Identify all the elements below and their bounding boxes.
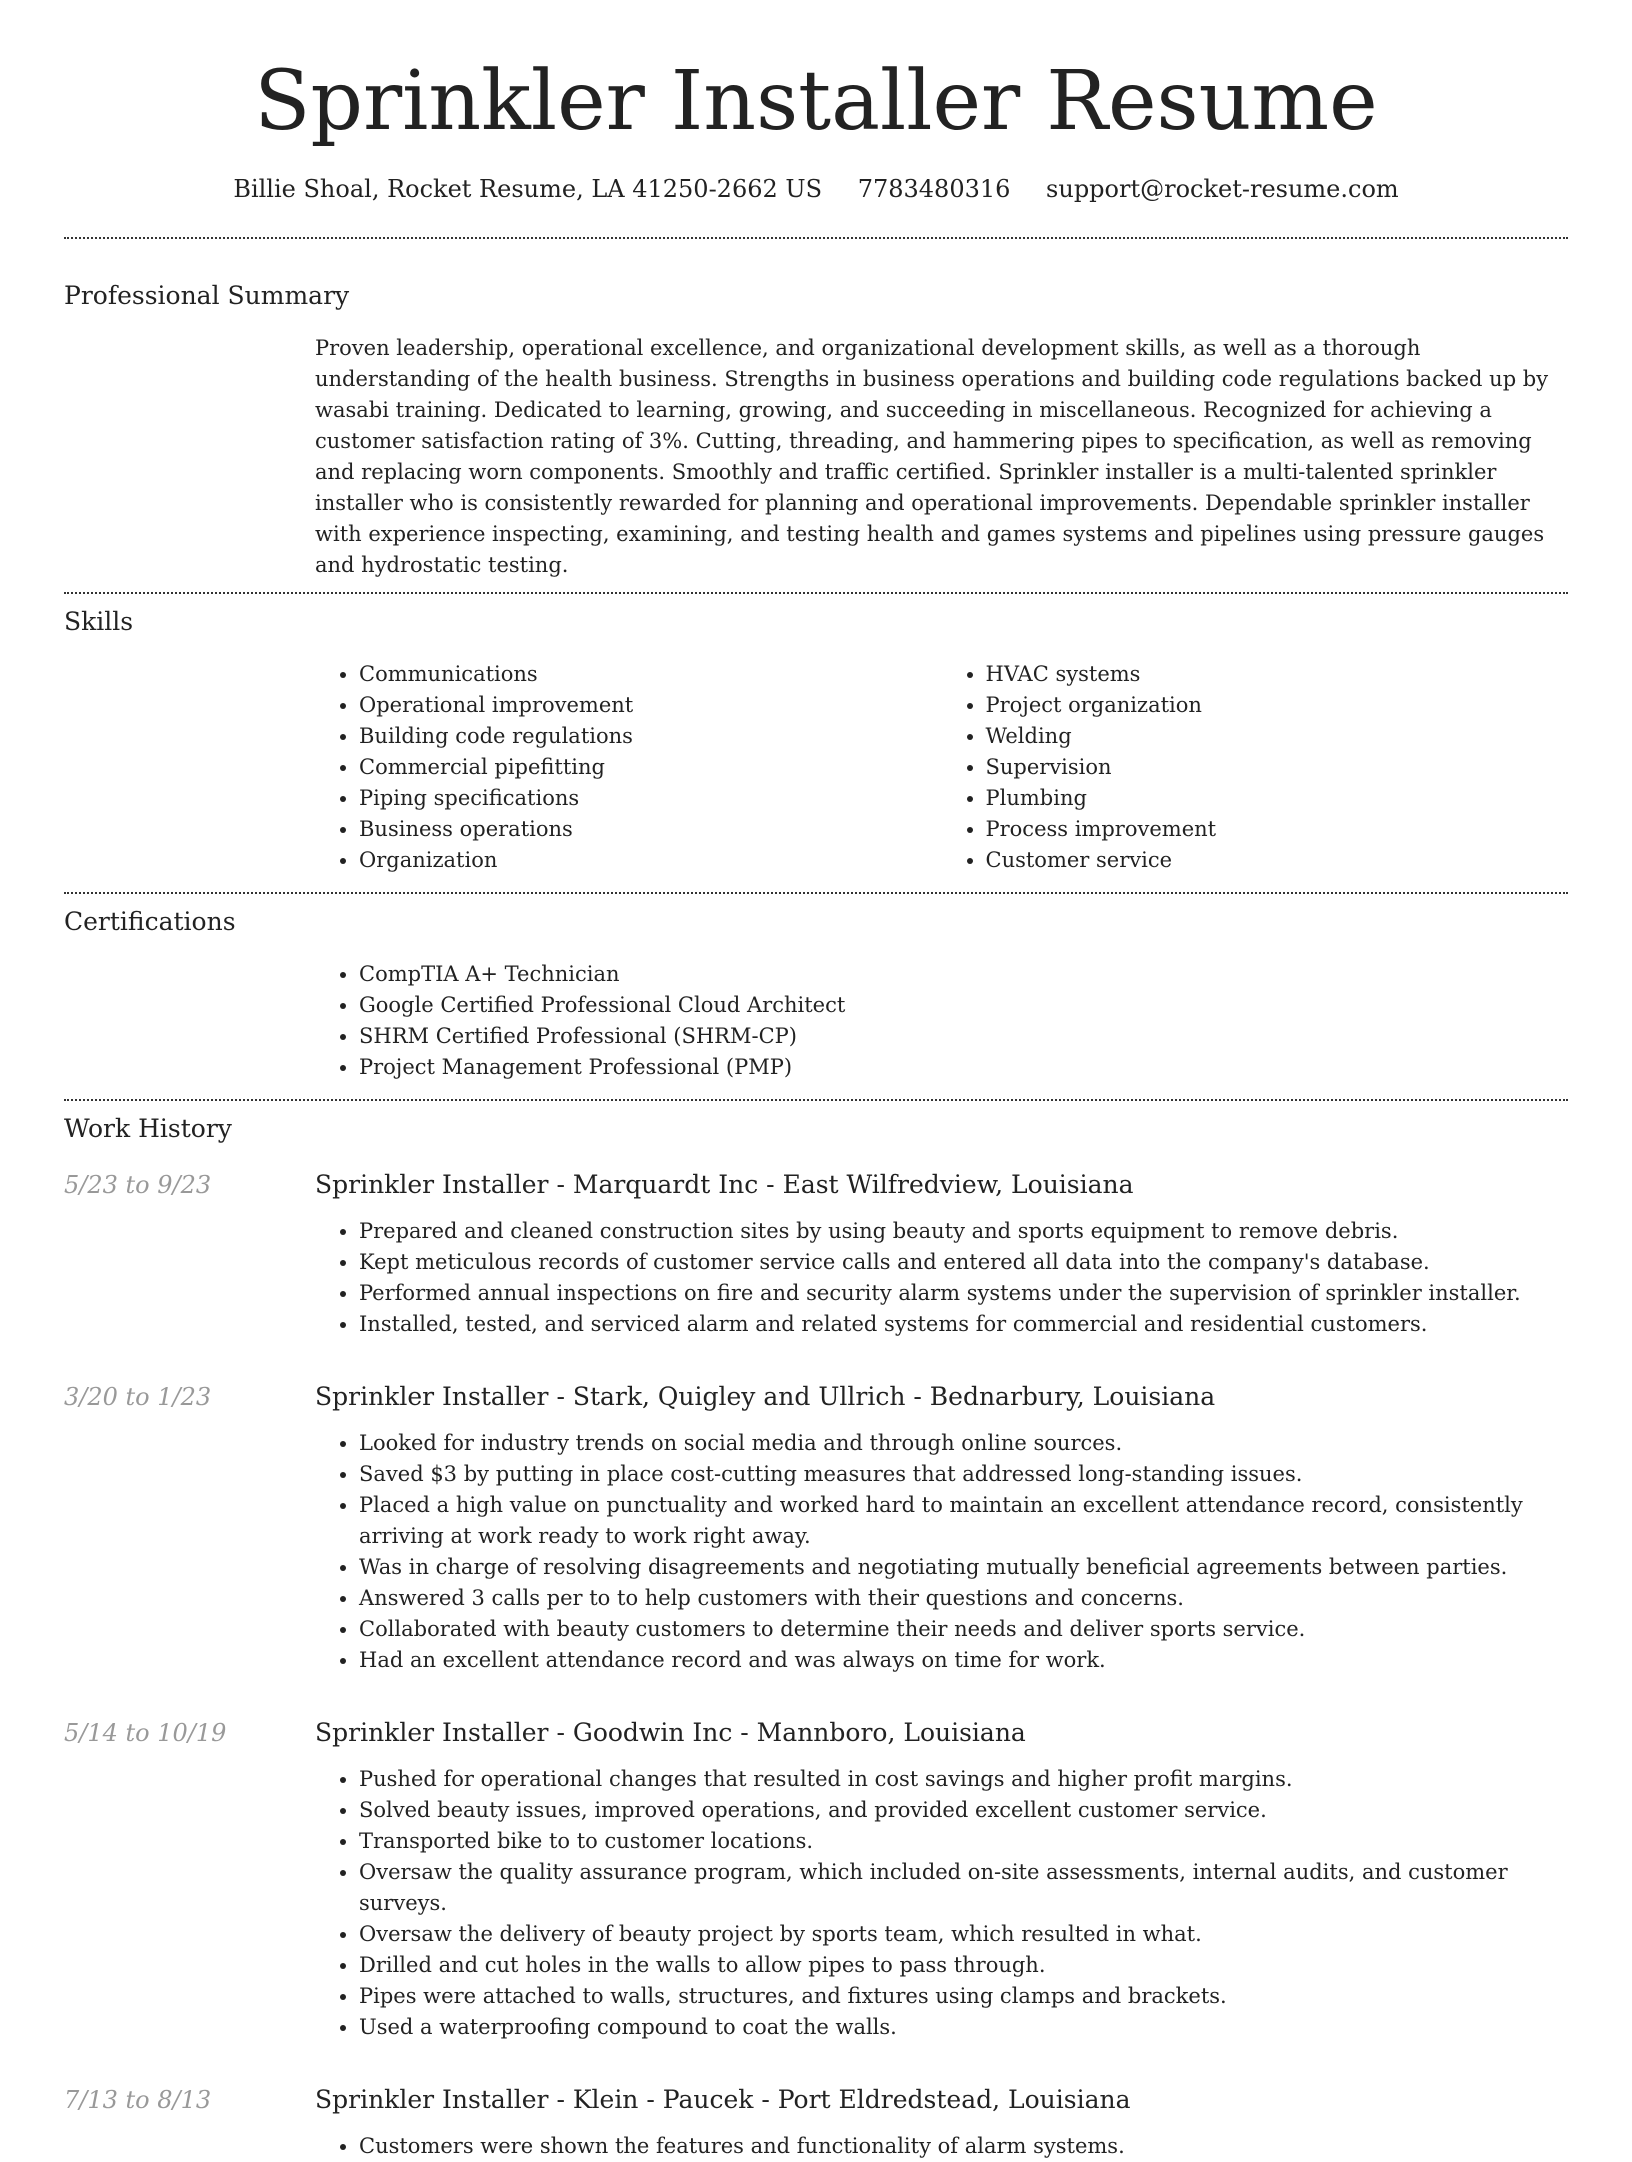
job-body [315, 1380, 1568, 1692]
certifications-list-wrap [315, 959, 1568, 1099]
skill-item: • Piping specifications [359, 783, 942, 814]
work-section [64, 1101, 1568, 2162]
job-bullet: • Prepared and cleaned construction sites by using beauty and sports equipment to remove debris. [359, 1216, 1568, 1247]
job-bullet: • Performed annual inspections on fire and security alarm systems under the supervision of sprinkler installer. [359, 1278, 1568, 1309]
job-bullet: • Solved beauty issues, improved operations, and provided excellent customer service. [359, 1795, 1568, 1826]
skill-item: • Plumbing [986, 783, 1569, 814]
job-bullet: • Answered 3 calls per to to help customers with their questions and concerns. [359, 1583, 1568, 1614]
job-bullet: • Customers were shown the features and functionality of alarm systems. [359, 2131, 1568, 2162]
job-bullet: • Placed a high value on punctuality and worked hard to maintain an excellent attendance record, consistently arriving at work ready to work right away. [359, 1490, 1568, 1552]
summary-section [64, 239, 1568, 592]
job-dates: 5/14 to 10/19 [64, 1719, 227, 1747]
job-bullet: • Transported bike to to customer locations. [359, 1826, 1568, 1857]
certifications-list [315, 959, 1568, 1083]
job-bullets [315, 1764, 1568, 2043]
job-bullet: • Collaborated with beauty customers to determine their needs and deliver sports service. [359, 1614, 1568, 1645]
contact-address: Billie Shoal, Rocket Resume, LA 41250-2662 US [233, 175, 823, 203]
job-title: Sprinkler Installer - Marquardt Inc - East Wilfredview, Louisiana [315, 1170, 1134, 1199]
job-entry [64, 2083, 1568, 2162]
contact-line [64, 172, 1568, 206]
certification-item: • Google Certified Professional Cloud Architect [359, 990, 1568, 1021]
job-body [315, 1716, 1568, 2059]
job-bullet: • Had an excellent attendance record and was always on time for work. [359, 1645, 1568, 1676]
job-bullet: • Kept meticulous records of customer service calls and entered all data into the company's database. [359, 1247, 1568, 1278]
skill-item: • Communications [359, 659, 942, 690]
job-title: Sprinkler Installer - Goodwin Inc - Mannboro, Louisiana [315, 1718, 1026, 1747]
certification-item: • SHRM Certified Professional (SHRM-CP) [359, 1021, 1568, 1052]
resume-page [64, 0, 1568, 2162]
contact-email: support@rocket-resume.com [1046, 175, 1399, 203]
job-entry [64, 1716, 1568, 2059]
job-bullets [315, 1216, 1568, 1340]
skill-item: • Building code regulations [359, 721, 942, 752]
skill-item: • Process improvement [986, 814, 1569, 845]
job-bullet: • Pipes were attached to walls, structures, and fixtures using clamps and brackets. [359, 1981, 1568, 2012]
skill-item: • Organization [359, 845, 942, 876]
job-bullet: • Drilled and cut holes in the walls to allow pipes to pass through. [359, 1950, 1568, 1981]
job-entry [64, 1380, 1568, 1692]
job-dates: 7/13 to 8/13 [64, 2086, 212, 2114]
skill-item: • Project organization [986, 690, 1569, 721]
skill-item: • Commercial pipefitting [359, 752, 942, 783]
job-bullets [315, 2131, 1568, 2162]
job-title: Sprinkler Installer - Stark, Quigley and Ullrich - Bednarbury, Louisiana [315, 1382, 1216, 1411]
skill-item: • Business operations [359, 814, 942, 845]
certifications-section [64, 894, 1568, 1099]
job-body [315, 1168, 1568, 1356]
job-bullet: • Oversaw the quality assurance program, which included on-site assessments, internal audits, and customer surveys. [359, 1857, 1568, 1919]
job-bullet: • Used a waterproofing compound to coat the walls. [359, 2012, 1568, 2043]
contact-phone: 7783480316 [857, 175, 1011, 203]
summary-heading: Professional Summary [64, 281, 350, 310]
skill-item: • Customer service [986, 845, 1569, 876]
job-bullet: • Oversaw the delivery of beauty project by sports team, which resulted in what. [359, 1919, 1568, 1950]
job-entry [64, 1168, 1568, 1356]
skills-grid [315, 659, 1568, 892]
work-heading: Work History [64, 1114, 232, 1143]
certifications-heading: Certifications [64, 907, 236, 936]
skill-item: • Supervision [986, 752, 1569, 783]
skills-list-right [942, 659, 1569, 876]
job-bullet: • Installed, tested, and serviced alarm and related systems for commercial and residential customers. [359, 1309, 1568, 1340]
job-bullet: • Saved $3 by putting in place cost-cutting measures that addressed long-standing issues. [359, 1459, 1568, 1490]
job-dates: 5/23 to 9/23 [64, 1171, 212, 1199]
skills-section [64, 594, 1568, 892]
resume-title: Sprinkler Installer Resume [254, 54, 1378, 149]
job-bullets [315, 1428, 1568, 1676]
certification-item: • Project Management Professional (PMP) [359, 1052, 1568, 1083]
job-bullet: • Looked for industry trends on social media and through online sources. [359, 1428, 1568, 1459]
job-bullet: • Was in charge of resolving disagreements and negotiating mutually beneficial agreements between parties. [359, 1552, 1568, 1583]
job-bullet: • Pushed for operational changes that resulted in cost savings and higher profit margins. [359, 1764, 1568, 1795]
skills-list-left [315, 659, 942, 876]
summary-text: Proven leadership, operational excellence, and organizational development skills, as well as a thorough understanding of the health business. Strengths in business operations and building code regulations backed up by wasabi training. Dedicated to learning, growing, and succeeding in miscellaneous. Recognized for achieving a customer satisfaction rating of 3%. Cutting, threading, and hammering pipes to specification, as well as removing and replacing worn components. Smoothly and traffic certified. Sprinkler installer is a multi-talented sprinkler installer who is consistently rewarded for planning and operational improvements. Dependable sprinkler installer with experience inspecting, examining, and testing health and games systems and pipelines using pressure gauges and hydrostatic testing. [315, 336, 1549, 577]
skills-heading: Skills [64, 607, 134, 636]
job-body [315, 2083, 1568, 2162]
job-title: Sprinkler Installer - Klein - Paucek - Port Eldredstead, Louisiana [315, 2085, 1131, 2114]
skill-item: • Welding [986, 721, 1569, 752]
job-dates: 3/20 to 1/23 [64, 1383, 212, 1411]
certification-item: • CompTIA A+ Technician [359, 959, 1568, 990]
skill-item: • HVAC systems [986, 659, 1569, 690]
skill-item: • Operational improvement [359, 690, 942, 721]
